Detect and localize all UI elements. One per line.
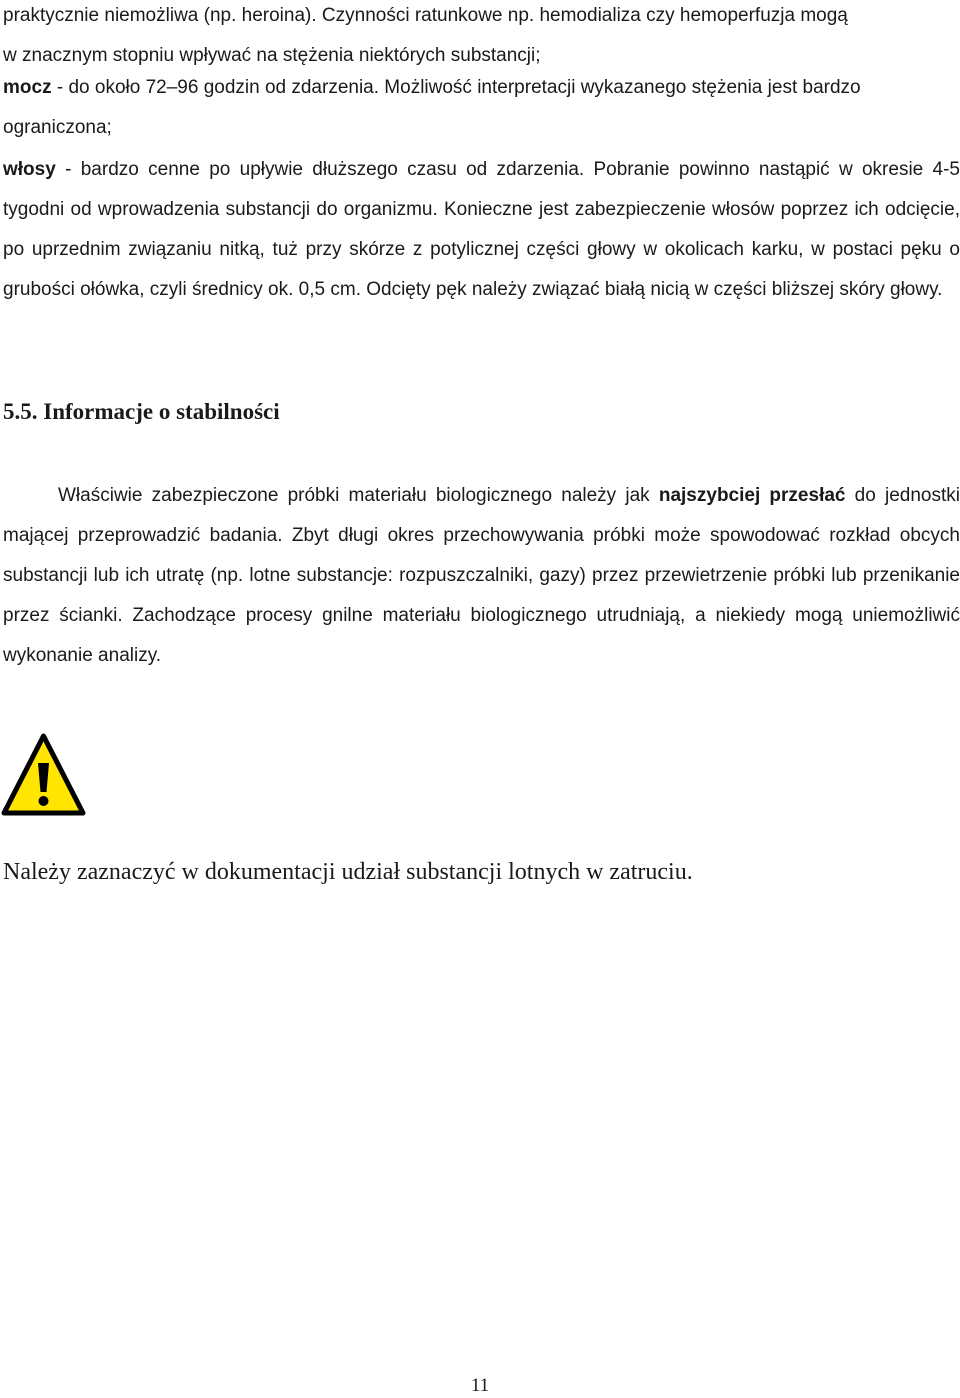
paragraph-top [3, 0, 960, 76]
warning-exclamation-dot [39, 796, 49, 806]
paragraph-wlosy-text: - bardzo cenne po upływie dłuższego czasu od zdarzenia. Pobranie powinno nastąpić w okresie 4-5 tygodni od wprowadzenia substancji do organizmu. Konieczne jest zabezpieczenie włosów poprzez ich odcięcie, po uprzednim związaniu nitką, tuż przy skórze z potylicznej części głowy w okolicach karku, w postaci pęku o grubości ołówka, czyli średnicy ok. 0,5 cm. Odcięty pęk należy związać białą nicią w części bliższej skóry głowy. [3, 159, 960, 300]
paragraph-wlosy [3, 150, 960, 310]
warning-icon [1, 733, 86, 817]
paragraph-stability-before: Właściwie zabezpieczone próbki materiału biologicznego należy jak [58, 485, 659, 506]
paragraph-stability-after: do jednostki mającej przeprowadzić badania. Zbyt długi okres przechowywania próbki może spowodować rozkład obcych substancji lub ich utratę (np. lotne substancje: rozpuszczalniki, gazy) przez przewietrzenie próbki lub przenikanie przez ścianki. Zachodzące procesy gnilne materiału biologicznego utrudniają, a niekiedy mogą uniemożliwić wykonanie analizy. [3, 485, 960, 666]
paragraph-top-line-2: w znacznym stopniu wpływać na stężenia niektórych substancji; [3, 45, 541, 66]
section-heading: 5.5. Informacje o stabilności [3, 399, 280, 424]
paragraph-stability [3, 476, 960, 676]
paragraph-stability-bold: najszybciej przesłać [658, 485, 846, 506]
page-number: 11 [470, 1375, 490, 1396]
paragraph-top-line-1: praktycznie niemożliwa (np. heroina). Czynności ratunkowe np. hemodializa czy hemoperfuzja mogą [3, 5, 848, 26]
warning-note: Należy zaznaczyć w dokumentacji udział substancji lotnych w zatruciu. [3, 859, 693, 885]
term-wlosy: włosy [3, 159, 56, 180]
term-mocz: mocz [3, 77, 52, 98]
paragraph-mocz-text: - do około 72–96 godzin od zdarzenia. Możliwość interpretacji wykazanego stężenia jest bardzo ograniczona; [3, 77, 861, 138]
paragraph-mocz [3, 68, 960, 148]
